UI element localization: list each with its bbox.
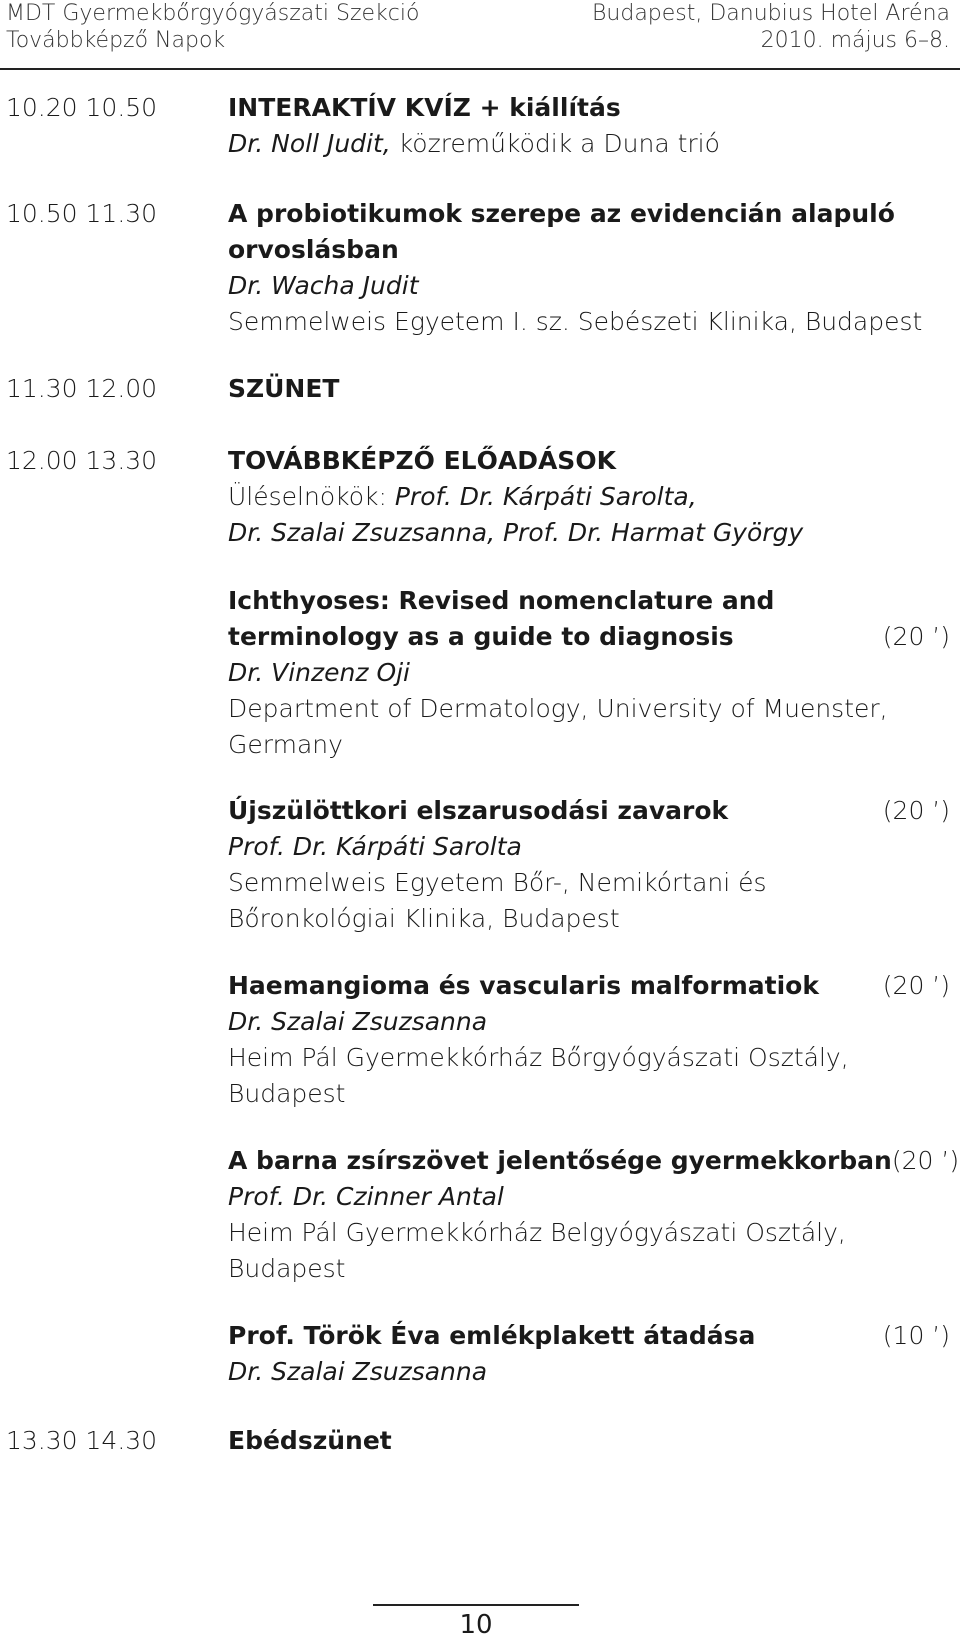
speaker-name: Dr. Vinzenz Oji — [228, 658, 411, 687]
talk-block — [228, 1143, 960, 1287]
session-speaker-line — [228, 126, 950, 162]
header-divider — [0, 68, 960, 70]
session-time: 12.00 13.30 — [6, 446, 158, 475]
talk-title-row — [228, 793, 950, 829]
session-time: 10.20 10.50 — [6, 93, 158, 122]
speaker-name: Dr. Szalai Zsuzsanna — [228, 1007, 488, 1036]
session-title: TOVÁBBKÉPZŐ ELŐADÁSOK — [228, 446, 616, 475]
speaker-affiliation: Bőronkológiai Klinika, Budapest — [228, 904, 620, 933]
talk-title: Ichthyoses: Revised nomenclature and — [228, 586, 775, 615]
session-block — [228, 1423, 950, 1459]
session-title: orvoslásban — [228, 235, 399, 264]
chairs-label: Üléselnökök: — [228, 482, 395, 511]
chairs-names: Prof. Dr. Kárpáti Sarolta, — [394, 482, 697, 511]
speaker-affiliation: Semmelweis Egyetem I. sz. Sebészeti Klinika, Budapest — [228, 307, 923, 336]
talk-title: A barna zsírszövet jelentősége gyermekkorban — [228, 1146, 892, 1175]
talk-duration: (20 ’) — [891, 1146, 960, 1175]
section-name: MDT Gyermekbőrgyógyászati Szekció — [6, 1, 420, 26]
talk-title-row — [228, 1143, 960, 1179]
talk-duration: (20 ’) — [882, 622, 950, 651]
speaker-affiliation: Budapest — [228, 1254, 346, 1283]
speaker-note: közreműködik a Duna trió — [390, 129, 720, 158]
talk-duration: (10 ’) — [882, 1321, 950, 1350]
session-time: 11.30 12.00 — [6, 374, 158, 403]
speaker-name: Dr. Szalai Zsuzsanna — [228, 1357, 488, 1386]
session-block — [228, 443, 950, 551]
talk-title-row — [228, 1318, 950, 1354]
talk-duration: (20 ’) — [882, 796, 950, 825]
event-date: 2010. május 6–8. — [760, 28, 950, 53]
session-title: A probiotikumok szerepe az evidencián alapuló — [228, 199, 895, 228]
speaker-name: Prof. Dr. Kárpáti Sarolta — [228, 832, 522, 861]
page-number: 10 — [459, 1610, 493, 1640]
header-left — [6, 0, 419, 54]
speaker-name: Dr. Noll Judit, — [228, 129, 391, 158]
talk-title: Prof. Török Éva emlékplakett átadása — [228, 1321, 756, 1350]
speaker-name: Dr. Wacha Judit — [228, 271, 419, 300]
talk-block — [228, 793, 950, 937]
chairs-names: Dr. Szalai Zsuzsanna, Prof. Dr. Harmat György — [228, 518, 804, 547]
talk-title: Újszülöttkori elszarusodási zavarok — [228, 796, 729, 825]
session-time: 13.30 14.30 — [6, 1426, 158, 1455]
speaker-affiliation: Heim Pál Gyermekkórház Belgyógyászati Osztály, — [228, 1218, 846, 1247]
session-title: INTERAKTÍV KVÍZ + kiállítás — [228, 93, 621, 122]
speaker-affiliation: Heim Pál Gyermekkórház Bőrgyógyászati Osztály, — [228, 1043, 849, 1072]
event-name: Továbbképző Napok — [6, 28, 226, 53]
speaker-affiliation: Department of Dermatology, University of Muenster, — [228, 694, 888, 723]
session-block — [228, 196, 950, 340]
session-time: 10.50 11.30 — [6, 199, 158, 228]
speaker-affiliation: Budapest — [228, 1079, 346, 1108]
talk-block — [228, 583, 950, 763]
speaker-affiliation: Semmelweis Egyetem Bőr-, Nemikórtani és — [228, 868, 767, 897]
talk-block — [228, 1318, 950, 1390]
speaker-affiliation: Germany — [228, 730, 343, 759]
session-title: SZÜNET — [228, 374, 340, 403]
footer-divider — [373, 1604, 579, 1606]
talk-title: terminology as a guide to diagnosis — [228, 622, 734, 651]
venue: Budapest, Danubius Hotel Aréna — [592, 1, 950, 26]
talk-title: Haemangioma és vascularis malformatiok — [228, 971, 819, 1000]
header-right — [592, 0, 950, 54]
session-block — [228, 371, 950, 407]
session-title: Ebédszünet — [228, 1426, 392, 1455]
talk-duration: (20 ’) — [882, 971, 950, 1000]
speaker-name: Prof. Dr. Czinner Antal — [228, 1182, 504, 1211]
talk-title-row — [228, 619, 950, 655]
session-block — [228, 90, 950, 162]
talk-title-row — [228, 968, 950, 1004]
chairs-line — [228, 479, 950, 515]
talk-block — [228, 968, 950, 1112]
